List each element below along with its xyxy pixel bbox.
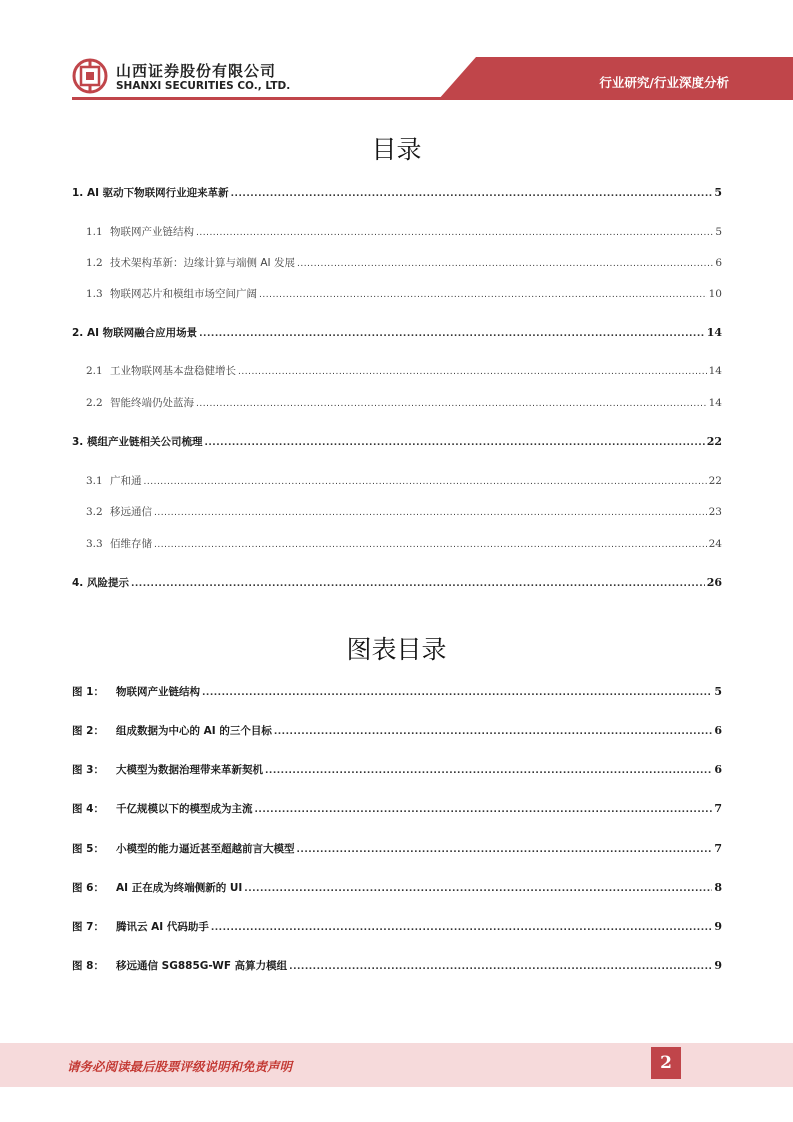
figure-item-3[interactable]: 图 3： 大模型为数据治理带来革新契机 ..... 6: [72, 762, 722, 777]
toc-item-2-2[interactable]: 2.2 智能终端仍处蓝海 ..... 14: [86, 395, 722, 410]
figure-item-7[interactable]: 图 7： 腾讯云 AI 代码助手 ..... 9: [72, 919, 722, 934]
page-number: 2: [651, 1047, 681, 1079]
report-type-label: 行业研究/行业深度分析: [599, 75, 729, 90]
company-name-en: SHANXI SECURITIES CO., LTD.: [116, 80, 291, 92]
toc-item-1[interactable]: 1. AI 驱动下物联网行业迎来革新 ..... 5: [72, 185, 722, 200]
company-name-cn: 山西证券股份有限公司: [116, 62, 277, 80]
toc-item-1-3[interactable]: 1.3 物联网芯片和模组市场空间广阔 ..... 10: [86, 286, 722, 301]
toc-item-1-2[interactable]: 1.2 技术架构革新：边缘计算与端侧 AI 发展 ..... 6: [86, 255, 722, 270]
toc-item-2-1[interactable]: 2.1 工业物联网基本盘稳健增长 ..... 14: [86, 363, 722, 378]
toc-item-3[interactable]: 3. 模组产业链相关公司梳理 ..... 22: [72, 434, 722, 449]
toc-item-2[interactable]: 2. AI 物联网融合应用场景 ..... 14: [72, 325, 722, 340]
figure-item-4[interactable]: 图 4： 千亿规模以下的模型成为主流 ..... 7: [72, 801, 722, 816]
figures-title: 图表目录: [346, 635, 447, 664]
figure-item-2[interactable]: 图 2： 组成数据为中心的 AI 的三个目标 ..... 6: [72, 723, 722, 738]
figure-item-1[interactable]: 图 1： 物联网产业链结构 ..... 5: [72, 684, 722, 699]
figure-item-6[interactable]: 图 6： AI 正在成为终端侧新的 UI ..... 8: [72, 880, 722, 895]
toc-item-3-3[interactable]: 3.3 佰维存储 ..... 24: [86, 536, 722, 551]
toc-item-4[interactable]: 4. 风险提示 ..... 26: [72, 575, 722, 590]
page-header: [0, 0, 793, 100]
toc-title: 目录: [371, 135, 422, 164]
toc-item-3-1[interactable]: 3.1 广和通 ..... 22: [86, 473, 722, 488]
company-logo-icon: [72, 58, 108, 94]
figure-item-5[interactable]: 图 5： 小模型的能力逼近甚至超越前言大模型 ..... 7: [72, 841, 722, 856]
toc-item-3-2[interactable]: 3.2 移远通信 ..... 23: [86, 504, 722, 519]
footer-disclaimer: 请务必阅读最后股票评级说明和免责声明: [67, 1059, 293, 1074]
figure-item-8[interactable]: 图 8： 移远通信 SG885G-WF 高算力模组 ..... 9: [72, 958, 722, 973]
toc-item-1-1[interactable]: 1.1 物联网产业链结构 ..... 5: [86, 224, 722, 239]
